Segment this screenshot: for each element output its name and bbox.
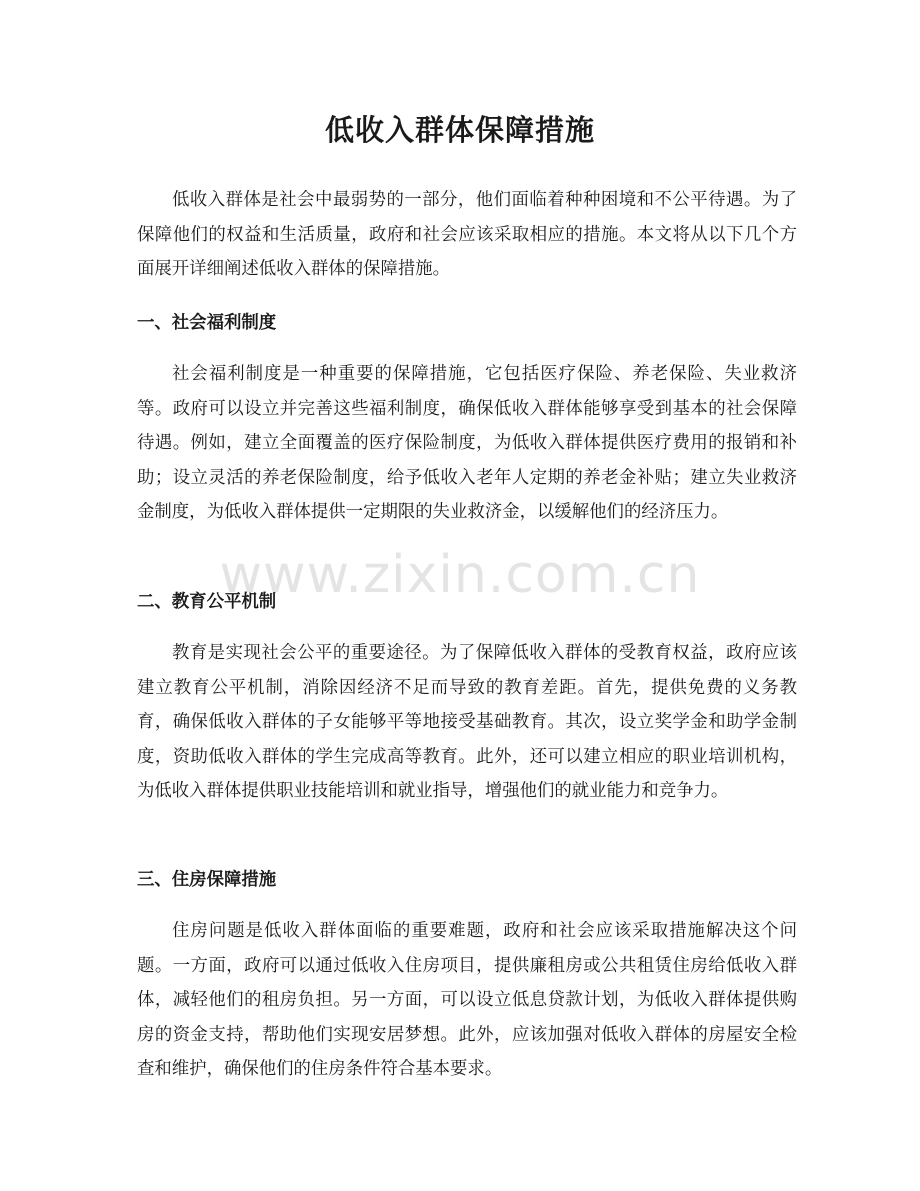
section-heading-education: 二、教育公平机制	[137, 592, 277, 612]
section-body-social-welfare: 社会福利制度是一种重要的保障措施，它包括医疗保险、养老保险、失业救济等。政府可以设立并完善这些福利制度，确保低收入群体能够享受到基本的社会保障待遇。例如，建立全面覆盖的医疗保险制度，为低收入群体提供医疗费用的报销和补助；设立灵活的养老保险制度，给予低收入老年人定期的养老金补贴；建立失业救济金制度，为低收入群体提供一定期限的失业救济金，以缓解他们的经济压力。	[137, 364, 797, 522]
section-heading-housing: 三、住房保障措施	[137, 870, 277, 890]
section-body-housing: 住房问题是低收入群体面临的重要难题，政府和社会应该采取措施解决这个问题。一方面，政府可以通过低收入住房项目，提供廉租房或公共租赁住房给低收入群体，减轻他们的租房负担。另一方面，可以设立低息贷款计划，为低收入群体提供购房的资金支持，帮助他们实现安居梦想。此外，应该加强对低收入群体的房屋安全检查和维护，确保他们的住房条件符合基本要求。	[137, 921, 797, 1079]
document-title: 低收入群体保障措施	[324, 113, 595, 147]
watermark-text: www.zixin.com.cn	[219, 545, 701, 605]
intro-paragraph: 低收入群体是社会中最弱势的一部分，他们面临着种种困境和不公平待遇。为了保障他们的权益和生活质量，政府和社会应该采取相应的措施。本文将从以下几个方面展开详细阐述低收入群体的保障措施。	[137, 190, 797, 279]
section-heading-social-welfare: 一、社会福利制度	[137, 313, 277, 333]
section-body-education: 教育是实现社会公平的重要途径。为了保障低收入群体的受教育权益，政府应该建立教育公平机制，消除因经济不足而导致的教育差距。首先，提供免费的义务教育，确保低收入群体的子女能够平等地接受基础教育。其次，设立奖学金和助学金制度，资助低收入群体的学生完成高等教育。此外，还可以建立相应的职业培训机构，为低收入群体提供职业技能培训和就业指导，增强他们的就业能力和竞争力。	[137, 643, 797, 801]
